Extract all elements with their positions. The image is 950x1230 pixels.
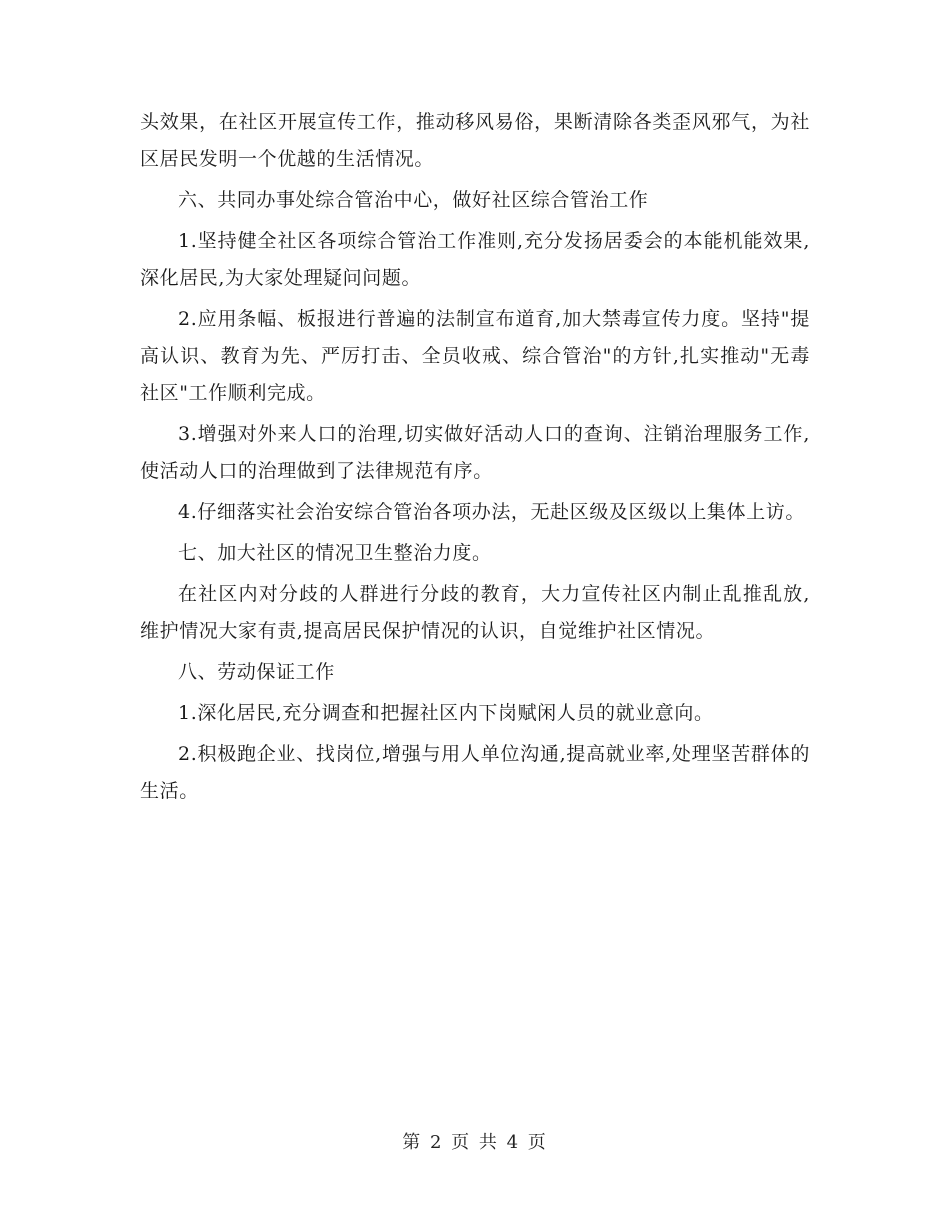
paragraph-item-8-2: 2.积极跑企业、找岗位,增强与用人单位沟通,提高就业率,处理坚苦群体的生活。 (140, 743, 810, 802)
document-body (140, 104, 810, 814)
section-heading-7: 七、加大社区的情况卫生整治力度。 (178, 542, 492, 564)
paragraph-item-6-4: 4.仔细落实社会治安综合管治各项办法，无赴区级及区级以上集体上访。 (178, 501, 805, 523)
paragraph-item-6-3: 3.增强对外来人口的治理,切实做好活动人口的查询、注销治理服务工作,使活动人口的治理做到了法律规范有序。 (140, 423, 810, 482)
paragraph-item-6-2: 2.应用条幅、板报进行普遍的法制宣布道育,加大禁毒宣传力度。坚持"提高认识、教育为先、严厉打击、全员收戒、综合管治"的方针,扎实推动"无毒社区"工作顺利完成。 (140, 308, 810, 404)
page-number-label: 第 2 页 共 4 页 (402, 1132, 548, 1153)
paragraph-item-6-1: 1.坚持健全社区各项综合管治工作准则,充分发扬居委会的本能机能效果,深化居民,为大家处理疑问问题。 (140, 230, 810, 289)
section-heading-8: 八、劳动保证工作 (178, 661, 335, 683)
paragraph-section-7: 在社区内对分歧的人群进行分歧的教育，大力宣传社区内制止乱推乱放,维护情况大家有责,提高居民保护情况的认识，自觉维护社区情况。 (140, 583, 810, 642)
paragraph-item-8-1: 1.深化居民,充分调查和把握社区内下岗赋闲人员的就业意向。 (178, 702, 714, 724)
paragraph-1: 头效果，在社区开展宣传工作，推动移风易俗，果断清除各类歪风邪气，为社区居民发明一个优越的生活情况。 (140, 111, 810, 170)
section-heading-6: 六、共同办事处综合管治中心，做好社区综合管治工作 (178, 189, 649, 211)
page-footer (0, 1128, 950, 1154)
